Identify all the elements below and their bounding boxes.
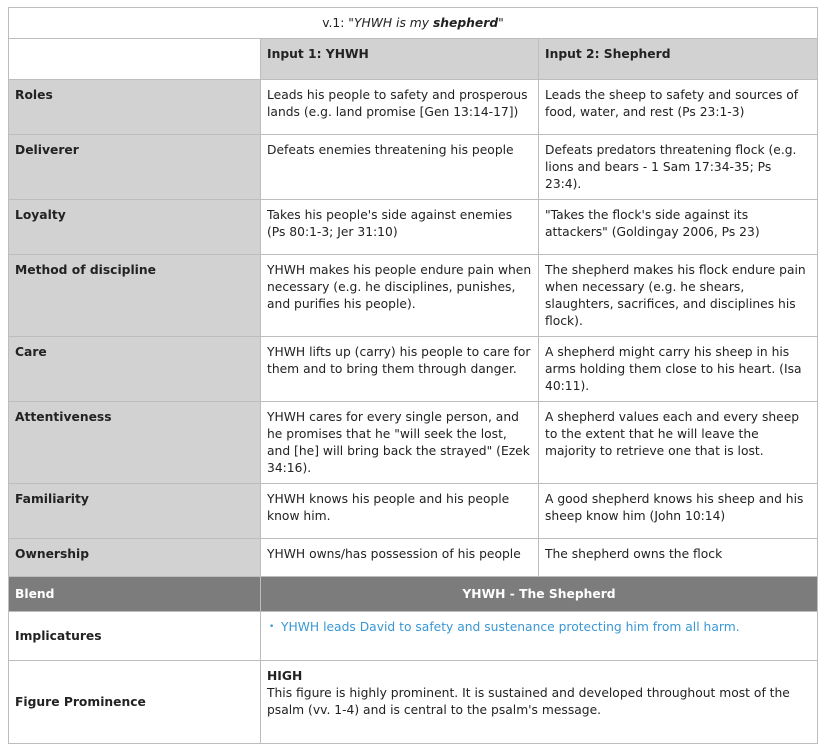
- input1-cell: YHWH lifts up (carry) his people to care for them and to bring them through danger.: [261, 337, 539, 402]
- column-header-input2: Input 2: Shepherd: [539, 39, 818, 80]
- table-row: [9, 255, 818, 337]
- row-label: Method of discipline: [9, 255, 261, 337]
- table-caption: [9, 8, 818, 39]
- input1-cell: Leads his people to safety and prosperous lands (e.g. land promise [Gen 13:14-17]): [261, 80, 539, 135]
- implicature-item: [269, 619, 811, 636]
- input2-cell: A shepherd might carry his sheep in his arms holding them close to his heart. (Isa 40:11).: [539, 337, 818, 402]
- row-label: Familiarity: [9, 484, 261, 539]
- input2-cell: The shepherd makes his flock endure pain when necessary (e.g. he shears, slaughters, sacrifices, and disciplines his flock).: [539, 255, 818, 337]
- prominence-text: This figure is highly prominent. It is sustained and developed throughout most of the psalm (vv. 1-4) and is central to the psalm's message.: [267, 686, 790, 717]
- row-label: Ownership: [9, 539, 261, 577]
- table-row: [9, 337, 818, 402]
- input2-cell: A shepherd values each and every sheep to the extent that he will leave the majority to retrieve one that is lost.: [539, 402, 818, 484]
- row-label: Loyalty: [9, 200, 261, 255]
- caption-suffix: ": [498, 16, 504, 30]
- input1-cell: YHWH makes his people endure pain when necessary (e.g. he disciplines, punishes, and purifies his people).: [261, 255, 539, 337]
- implicature-text: YHWH leads David to safety and sustenance protecting him from all harm.: [281, 620, 740, 634]
- input1-cell: YHWH owns/has possession of his people: [261, 539, 539, 577]
- implicatures-row: [9, 612, 818, 661]
- column-header-input1: Input 1: YHWH: [261, 39, 539, 80]
- table-row: [9, 484, 818, 539]
- input1-cell: Defeats enemies threatening his people: [261, 135, 539, 200]
- input2-cell: Leads the sheep to safety and sources of food, water, and rest (Ps 23:1-3): [539, 80, 818, 135]
- empty-header-cell: [9, 39, 261, 80]
- table-row: [9, 539, 818, 577]
- row-label: Roles: [9, 80, 261, 135]
- blend-row: [9, 577, 818, 612]
- prominence-level: HIGH: [267, 669, 303, 683]
- input2-cell: The shepherd owns the flock: [539, 539, 818, 577]
- row-label: Deliverer: [9, 135, 261, 200]
- row-label: Attentiveness: [9, 402, 261, 484]
- input1-cell: YHWH cares for every single person, and he promises that he "will seek the lost, and [he] will bring back the strayed" (Ezek 34:16).: [261, 402, 539, 484]
- input2-cell: Defeats predators threatening flock (e.g. lions and bears - 1 Sam 17:34-35; Ps 23:4).: [539, 135, 818, 200]
- table-row: [9, 80, 818, 135]
- table-row: [9, 200, 818, 255]
- table-row: [9, 135, 818, 200]
- metaphor-analysis-table: [8, 7, 818, 744]
- implicatures-list: [267, 619, 811, 636]
- caption-bold-italic: shepherd: [432, 16, 499, 30]
- caption-prefix: v.1: ": [322, 16, 354, 30]
- implicatures-label: Implicatures: [9, 612, 261, 661]
- bullet-icon: •: [269, 622, 275, 632]
- table-row: [9, 402, 818, 484]
- caption-row: [9, 8, 818, 39]
- column-header-row: [9, 39, 818, 80]
- implicatures-cell: [261, 612, 818, 661]
- blend-label: Blend: [9, 577, 261, 612]
- blend-title: YHWH - The Shepherd: [261, 577, 818, 612]
- input2-cell: "Takes the flock's side against its attackers" (Goldingay 2006, Ps 23): [539, 200, 818, 255]
- input2-cell: A good shepherd knows his sheep and his sheep know him (John 10:14): [539, 484, 818, 539]
- input1-cell: YHWH knows his people and his people know him.: [261, 484, 539, 539]
- input1-cell: Takes his people's side against enemies (Ps 80:1-3; Jer 31:10): [261, 200, 539, 255]
- prominence-cell: [261, 661, 818, 744]
- caption-italic: YHWH is my: [353, 16, 433, 30]
- prominence-label: Figure Prominence: [9, 661, 261, 744]
- row-label: Care: [9, 337, 261, 402]
- prominence-row: [9, 661, 818, 744]
